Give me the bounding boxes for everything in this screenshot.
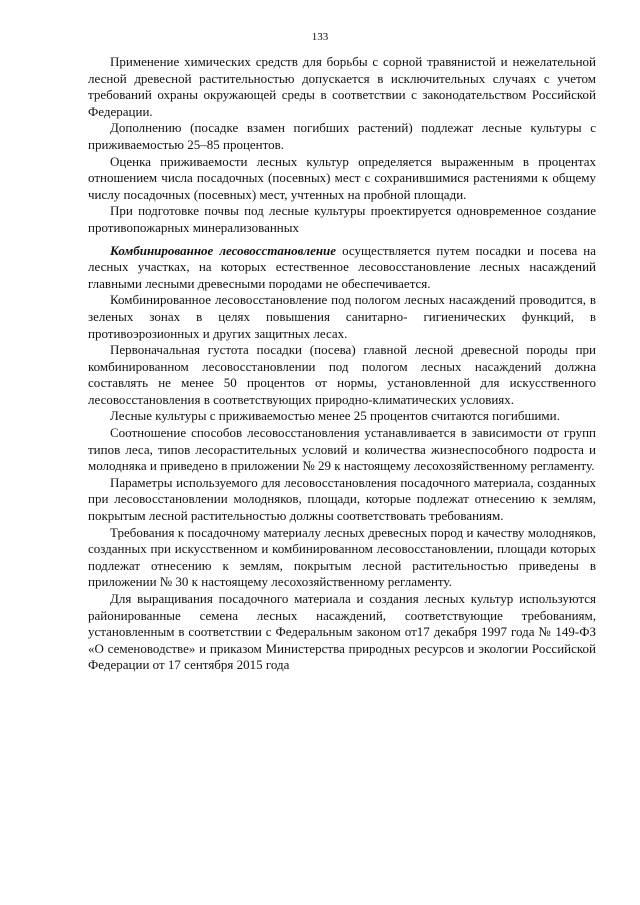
paragraph-replanting — [88, 120, 596, 153]
paragraph-seed-material — [88, 591, 596, 674]
paragraph-herbicides — [88, 54, 596, 120]
paragraph-survival-assessment — [88, 154, 596, 204]
body-text — [88, 54, 596, 674]
paragraph-under-canopy — [88, 292, 596, 342]
page-number: 133 — [311, 31, 329, 43]
paragraph-lead-term: Комбинированное лесовосстановление — [110, 242, 337, 258]
paragraph-text: Дополнению (посадке взамен погибших растений) подлежат лесные культуры с приживаемостью 25–85 процентов. — [88, 120, 596, 152]
paragraph-material-requirements — [88, 525, 596, 591]
paragraph-combined-reforestation — [88, 243, 596, 293]
paragraph-text: Комбинированное лесовосстановление под пологом лесных насаждений проводится, в зеленых зонах в целях повышения санитарно- гигиенических функций, в противоэрозионных и других защитных лесах. — [88, 292, 596, 341]
paragraph-text: Соотношение способов лесовосстановления устанавливается в зависимости от групп типов леса, типов лесорастительных условий и количества жизнеспособного подроста и молодняка и приведено в приложении № 29 к настоящему лесохозяйственному регламенту. — [88, 425, 596, 474]
paragraph-text: При подготовке почвы под лесные культуры проектируется одновременное создание противопожарных минерализованных — [88, 203, 596, 235]
paragraph-text: Для выращивания посадочного материала и создания лесных культур используются районированные семена лесных насаждений, соответствующие требованиям, установленным в соответствии с Федеральным законом от17 декабря 1997 года № 149-ФЗ «О семеноводстве» и приказом Министерства природных ресурсов и экологии Российской Федерации от 17 сентября 2015 года — [88, 591, 596, 673]
paragraph-text: Оценка приживаемости лесных культур определяется выраженным в процентах отношением числа посадочных (посевных) мест с сохранившимися растениями к общему числу посадочных (посевных) мест, учтенных на пробной площади. — [88, 153, 596, 202]
paragraph-initial-density — [88, 342, 596, 408]
paragraph-soil-preparation — [88, 203, 596, 236]
paragraph-text: Требования к посадочному материалу лесных древесных пород и качеству молодняков, созданных при искусственном и комбинированном лесовосстановлении, площади которых подлежат отнесению к землям, покрытым лесной растительностью приведены в приложении № 30 к настоящему лесохозяйственному регламенту. — [88, 524, 596, 590]
paragraph-text: Параметры используемого для лесовосстановления посадочного материала, созданных при лесовосстановлении молодняков, площади, которые подлежат отнесению к землям, покрытым лесной растительностью должны соответствовать требованиям. — [88, 474, 596, 524]
paragraph-text: Лесные культуры с приживаемостью менее 25 процентов считаются погибшими. — [110, 408, 560, 424]
paragraph-text: осуществляется путем посадки и посева на лесных участках, на которых естественное лесовосстановление лесных насаждений главными лесными древесными породами не обеспечивается. — [88, 242, 596, 291]
paragraph-planting-parameters — [88, 475, 596, 525]
paragraph-methods-ratio — [88, 425, 596, 475]
paragraph-text: Первоначальная густота посадки (посева) главной лесной древесной породы при комбинированном лесовосстановлении под пологом лесных насаждений должна составлять не менее 50 процентов от нормы, установленной для искусственного лесовосстановления в соответствующих природно-климатических условиях. — [88, 342, 596, 407]
paragraph-text: Применение химических средств для борьбы с сорной травянистой и нежелательной лесной древесной растительностью допускается в исключительных случаях с учетом требований охраны окружающей среды в соответствии с законодательством Российской Федерации. — [88, 54, 596, 119]
paragraph-dead-cultures — [88, 408, 596, 425]
